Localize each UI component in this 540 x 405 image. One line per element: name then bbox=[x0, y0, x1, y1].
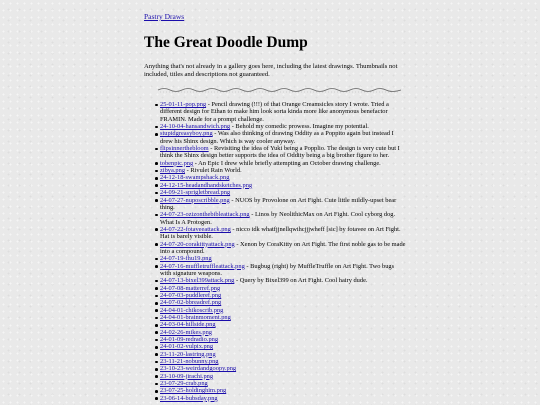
list-item bbox=[160, 182, 406, 189]
list-item bbox=[160, 263, 406, 278]
page-content bbox=[144, 6, 406, 402]
doodle-description: - Xenon by CoraKitty on Art Fight. The first noble gas to be made into a compound. bbox=[160, 240, 406, 255]
list-item bbox=[160, 307, 406, 314]
list-item bbox=[160, 174, 406, 181]
doodle-description: - Pencil drawing (!!!) of that Orange Creamsicles story I wrote. Tried a different design for Ethan to make him look sorta kinda more like anonymous benefactor FRAMIN. Made for a prompt challenge. bbox=[160, 101, 389, 123]
list-item bbox=[160, 373, 406, 380]
doodle-file-link[interactable]: 24-07-02-bbreadref.png bbox=[160, 299, 222, 307]
doodle-file-link[interactable]: tobenpic.png bbox=[160, 159, 194, 167]
list-item bbox=[160, 292, 406, 299]
list-item bbox=[160, 395, 406, 402]
doodle-file-link[interactable]: 24-01-02-vulpix.png bbox=[160, 343, 214, 351]
list-item bbox=[160, 329, 406, 336]
doodle-file-link[interactable]: 23-06-14-bubsday.png bbox=[160, 394, 218, 402]
list-item bbox=[160, 343, 406, 350]
doodle-description: - NUOS by Provolone on Art Fight. Cute little mildly-upset bear thing. bbox=[160, 196, 397, 211]
doodle-list bbox=[144, 101, 406, 402]
list-item bbox=[160, 321, 406, 328]
list-item bbox=[160, 255, 406, 262]
doodle-file-link[interactable]: 24-04-01-brainmoment.png bbox=[160, 314, 231, 322]
doodle-file-link[interactable]: 25-01-11-pop.png bbox=[160, 101, 207, 109]
doodle-description: - nicco idk whatfjjnellqwihcjjjwheff [sic] by fotavee on Art Fight. Hat is barely visible. bbox=[160, 225, 401, 241]
doodle-description: - Behold my comedic prowess. Imagine my potential. bbox=[230, 123, 369, 131]
list-item bbox=[160, 123, 406, 130]
doodle-file-link[interactable]: stupidgreasyboy.png bbox=[160, 130, 213, 138]
doodle-file-link[interactable]: 24-07-19-fhu19.png bbox=[160, 255, 212, 263]
doodle-description: - Rivulet Rain World. bbox=[185, 167, 242, 175]
list-item bbox=[160, 277, 406, 284]
doodle-file-link[interactable]: 23-11-20-lastring.png bbox=[160, 350, 216, 358]
doodle-description: - Query by Bixel399 on Art Fight. Cool hairy dude. bbox=[234, 277, 368, 285]
doodle-file-link[interactable]: 24-07-23-ozizonthebibleattack.png bbox=[160, 211, 250, 219]
doodle-file-link[interactable]: 24-07-16-muffletruffleattack.png bbox=[160, 262, 245, 270]
list-item bbox=[160, 351, 406, 358]
doodle-file-link[interactable]: 24-01-09-redradio.png bbox=[160, 336, 219, 344]
list-item bbox=[160, 167, 406, 174]
doodle-file-link[interactable]: 23-11-21-nobunny.png bbox=[160, 358, 219, 366]
list-item bbox=[160, 299, 406, 306]
doodle-file-link[interactable]: 24-07-27-nuposcribble.png bbox=[160, 196, 230, 204]
doodle-file-link[interactable]: 24-07-03-puddleref.png bbox=[160, 291, 222, 299]
pastry-draws-link[interactable]: Pastry Draws bbox=[144, 12, 185, 21]
page-title: The Great Doodle Dump bbox=[144, 34, 308, 51]
doodle-description: - An Epic I drew while briefly attempting an October drawing challenge. bbox=[193, 159, 381, 167]
intro-text: Anything that's not already in a gallery goes here, including the latest drawings. Thumbnails not included, titles and descriptions not guaranteed. bbox=[144, 63, 398, 79]
doodle-file-link[interactable]: 23-07-29-crab.png bbox=[160, 380, 208, 388]
doodle-file-link[interactable]: 24-12-15-headandhandsketches.png bbox=[160, 181, 253, 189]
doodle-file-link[interactable]: 24-10-04-hansandwich.png bbox=[160, 123, 231, 131]
list-item bbox=[160, 380, 406, 387]
divider-doodle-icon bbox=[156, 86, 403, 94]
list-item bbox=[160, 145, 406, 160]
list-item bbox=[160, 226, 406, 241]
doodle-file-link[interactable]: 24-03-04-hillside.png bbox=[160, 321, 216, 329]
list-item bbox=[160, 358, 406, 365]
doodle-file-link[interactable]: 23-10-23-weirdandgoopy.png bbox=[160, 365, 237, 373]
list-item bbox=[160, 314, 406, 321]
doodle-file-link[interactable]: zibya.png bbox=[160, 167, 186, 175]
doodle-file-link[interactable]: 24-07-20-corakittyattack.png bbox=[160, 240, 235, 248]
decorative-divider bbox=[156, 86, 403, 94]
doodle-file-link[interactable]: 24-12-18-swampshack.png bbox=[160, 174, 230, 182]
doodle-file-link[interactable]: flipsinnerthebloom bbox=[160, 145, 209, 153]
list-item bbox=[160, 189, 406, 196]
list-item bbox=[160, 130, 406, 145]
list-item bbox=[160, 387, 406, 394]
list-item bbox=[160, 160, 406, 167]
doodle-file-link[interactable]: 24-07-08-matterref.png bbox=[160, 284, 221, 292]
list-item bbox=[160, 285, 406, 292]
list-item bbox=[160, 241, 406, 256]
doodle-description: - Revisiting the idea of Yuki being a Popplio. The design is very cute but I think the Shinx design better supports the idea of Oddity being a big brother figure to her. bbox=[160, 145, 400, 160]
doodle-file-link[interactable]: 24-07-22-fotaveeattack.png bbox=[160, 225, 231, 233]
doodle-description: - Linos by NeolithicMax on Art Fight. Cool cyborg dog. What Is A Protogen. bbox=[160, 211, 396, 226]
list-item bbox=[160, 365, 406, 372]
doodle-file-link[interactable]: 23-07-25-holdinghim.png bbox=[160, 387, 227, 395]
doodle-file-link[interactable]: 24-07-13-bixel399attack.png bbox=[160, 277, 235, 285]
doodle-file-link[interactable]: 24-04-01-chikoscrib.png bbox=[160, 306, 224, 314]
list-item bbox=[160, 101, 406, 123]
list-item bbox=[160, 211, 406, 226]
doodle-description: - Bugbug (right) by MuffleTruffle on Art Fight. Two bugs with signature weapons. bbox=[160, 262, 395, 277]
doodle-file-link[interactable]: 24-09-21-sprigletbread.png bbox=[160, 189, 231, 197]
doodle-file-link[interactable]: 23-10-09-jirachi.png bbox=[160, 372, 214, 380]
doodle-file-link[interactable]: 24-02-26-mikes.png bbox=[160, 328, 213, 336]
doodle-description: - Was also thinking of drawing Oddity as a Poppito again but instead I drew his Shinx design. Which is way cooler anyway. bbox=[160, 130, 394, 145]
list-item bbox=[160, 336, 406, 343]
list-item bbox=[160, 197, 406, 212]
